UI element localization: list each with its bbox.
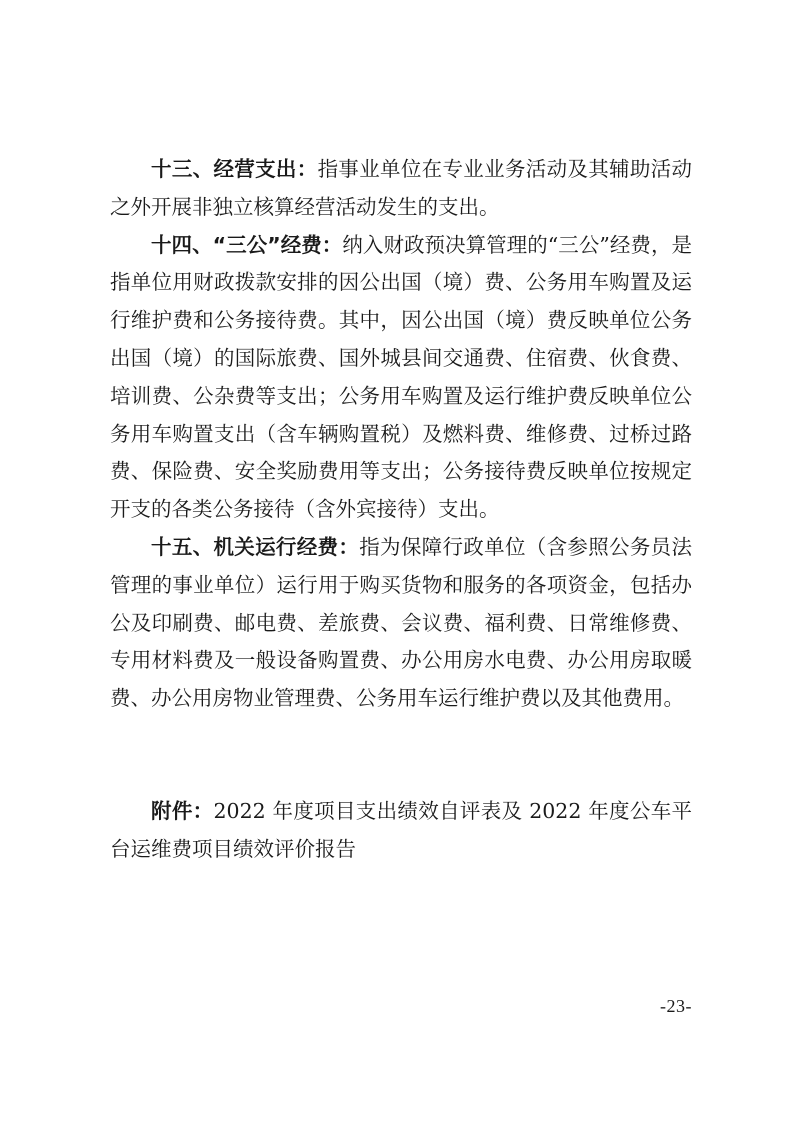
term-heading: 十五、机关运行经费： xyxy=(151,534,360,559)
document-body xyxy=(110,151,692,869)
attachment-text: 2022 年度项目支出绩效自评表及 2022 年度公车平台运维费项目绩效评价报告 xyxy=(110,798,693,861)
paragraph-agency-operating-expenses xyxy=(110,529,692,718)
paragraph-text: 纳入财政预决算管理的“三公”经费，是指单位用财政拨款安排的因公出国（境）费、公务用车购置及运行维护费和公务接待费。其中，因公出国（境）费反映单位公务出国（境）的国际旅费、国外城县间交通费、住宿费、伙食费、培训费、公杂费等支出；公务用车购置及运行维护费反映单位公务用车购置支出（含车辆购置税）及燃料费、维修费、过桥过路费、保险费、安全奖励费用等支出；公务接待费反映单位按规定开支的各类公务接待（含外宾接待）支出。 xyxy=(110,232,692,522)
term-heading: 十三、经营支出： xyxy=(151,157,318,181)
attachment-note xyxy=(110,793,692,869)
paragraph-text: 指事业单位在专业业务活动及其辅助活动之外开展非独立核算经营活动发生的支出。 xyxy=(110,157,693,219)
attachment-label: 附件： xyxy=(151,798,214,823)
paragraph-text: 指为保障行政单位（含参照公务员法管理的事业单位）运行用于购买货物和服务的各项资金，包括办公及印刷费、邮电费、差旅费、会议费、福利费、日常维修费、专用材料费及一般设备购置费、办公用房水电费、办公用房取暖费、办公用房物业管理费、公务用车运行维护费以及其他费用。 xyxy=(110,534,693,711)
paragraph-operating-expenses xyxy=(110,151,692,227)
paragraph-three-public-expenses xyxy=(110,227,692,529)
term-heading: 十四、“三公”经费： xyxy=(151,232,343,257)
page-number: -23- xyxy=(660,996,692,1016)
